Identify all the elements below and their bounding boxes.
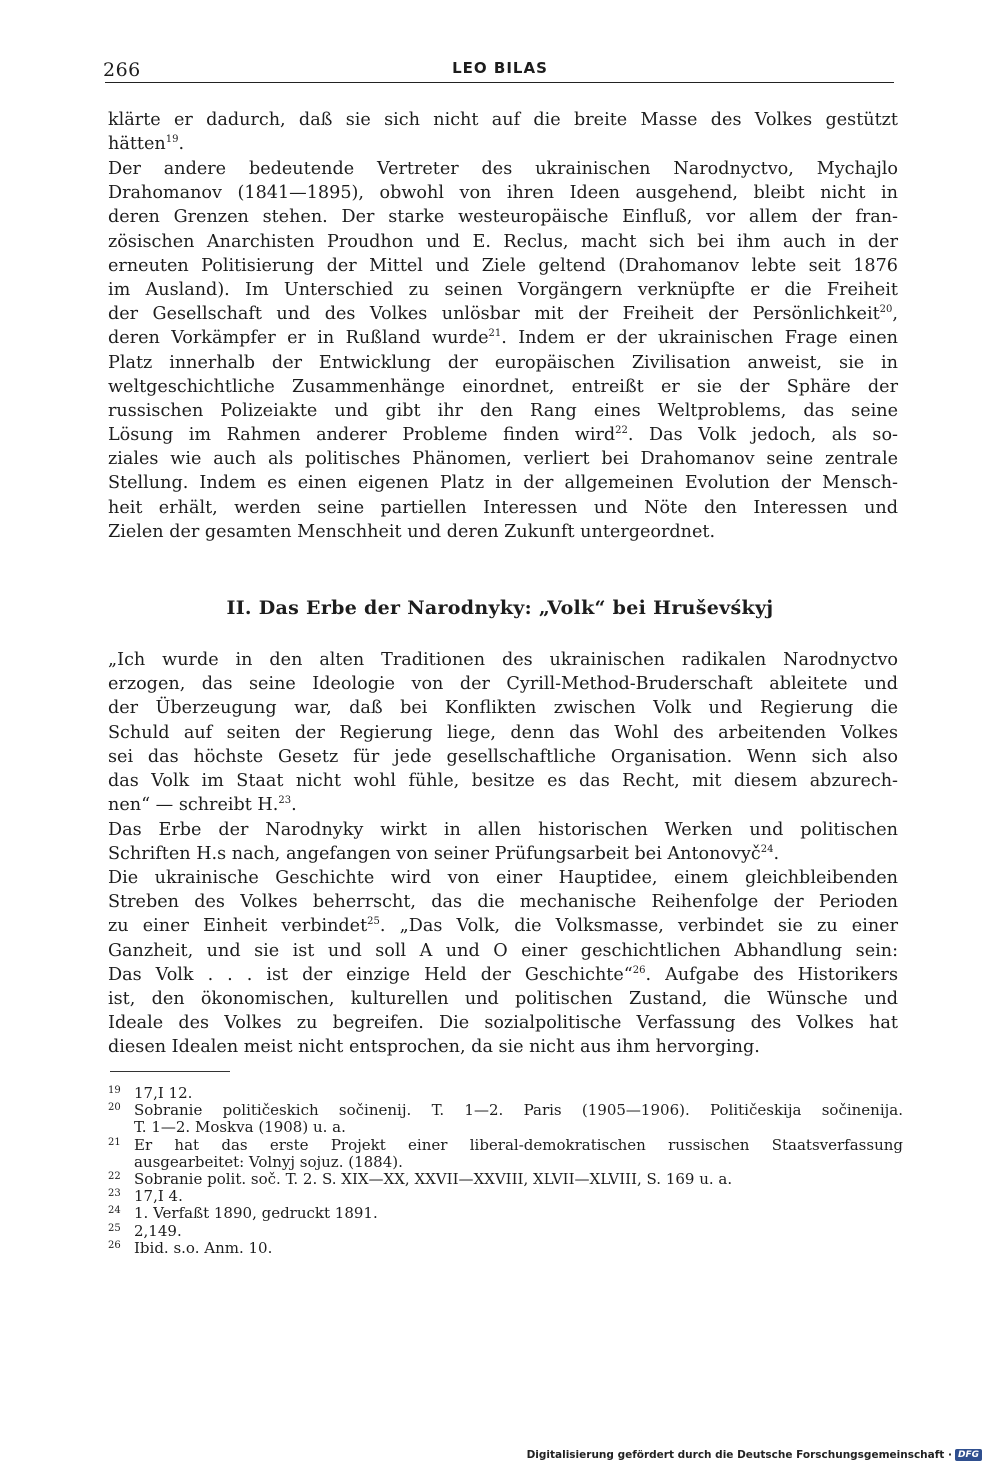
running-head: LEO BILAS xyxy=(452,59,548,77)
footnote-rule xyxy=(110,1071,230,1072)
footnote-21-cont: ausgearbeitet: Volnyj sojuz. (1884). xyxy=(134,1152,403,1171)
text-line: erzogen, das seine Ideologie von der Cyrill-Method-Bruderschaft ableitete und xyxy=(108,674,898,695)
text-line: Platz innerhalb der Entwicklung der europäischen Zivilisation anweist, sie in xyxy=(108,352,898,373)
footnote-23: 23 17,I 4. xyxy=(108,1187,183,1206)
footnote-22: 22 Sobranie polit. soč. T. 2. S. XIX—XX, XXVII—XXVIII, XLVII—XLVIII, S. 169 u. a. xyxy=(108,1170,733,1189)
text-line: diesen Idealen meist nicht entsprochen, da sie nicht aus ihm hervorging. xyxy=(108,1037,760,1058)
footnote-ref: 21 xyxy=(488,328,502,340)
text-line: Drahomanov (1841—1895), obwohl von ihren Ideen ausgehend, bleibt nicht in xyxy=(108,183,898,204)
footnote-ref: 24 xyxy=(760,844,774,856)
text-line: deren Grenzen stehen. Der starke westeuropäische Einfluß, vor allem der fran- xyxy=(108,207,898,228)
dfg-logo: DFG xyxy=(955,1449,982,1461)
digitization-credit xyxy=(527,1449,982,1461)
footnote-19: 19 17,I 12. xyxy=(108,1084,193,1102)
footnote-25: 25 2,149. xyxy=(108,1221,182,1240)
footnote-ref: 26 xyxy=(632,964,646,976)
section-heading: II. Das Erbe der Narodnyky: „Volk“ bei Hruševśkyj xyxy=(226,597,774,619)
text-line: weltgeschichtliche Zusammenhänge einordnet, entreißt er sie der Sphäre der xyxy=(108,376,898,397)
paragraph-legacy xyxy=(108,818,898,866)
footnote-20-cont: T. 1—2. Moskva (1908) u. a. xyxy=(134,1118,346,1137)
text-line: ist, den ökonomischen, kulturellen und politischen Zustand, die Wünsche und xyxy=(108,988,898,1009)
text-line: „Ich wurde in den alten Traditionen des ukrainischen radikalen Narodnyctvo xyxy=(108,650,898,670)
footnote-ref: 23 xyxy=(278,795,292,807)
footnote-26: 26 Ibid. s.o. Anm. 10. xyxy=(108,1238,273,1257)
footnote-ref: 22 xyxy=(615,425,628,437)
footnote-21: 21 Er hat das erste Projekt einer liberal-demokratischen russischen Staatsverfassung xyxy=(108,1135,903,1154)
text-line: der Überzeugung war, daß bei Konflikten zwischen Volk und Regierung die xyxy=(108,698,898,719)
text-line: Ganzheit, und sie ist und soll A und O einer geschichtlichen Abhandlung sein: xyxy=(108,940,898,961)
text-line: Der andere bedeutende Vertreter des ukrainischen Narodnyctvo, Mychajlo xyxy=(108,159,898,179)
text-line: sei das höchste Gesetz für jede gesellschaftliche Organisation. Wenn sich also xyxy=(108,746,898,767)
footnote-20: 20 Sobranie političeskich sočinenij. T. 1—2. Paris (1905—1906). Političeskija sočinenija. xyxy=(108,1101,903,1120)
paragraph-continuation xyxy=(108,108,898,156)
text-line: der Gesellschaft und des Volkes unlösbar mit der Freiheit der Persönlichkeit$^{20}$, xyxy=(108,304,898,325)
text-line: das Volk im Staat nicht wohl fühle, besitze es das Recht, mit diesem abzurech- xyxy=(108,770,898,791)
text-line: Lösung im Rahmen anderer Probleme finden wird$^{22}$. Das Volk jedoch, als so- xyxy=(108,425,898,446)
text-line: Schriften H.s nach, angefangen von seiner Prüfungsarbeit bei Antonovyč$^{24}$. xyxy=(108,844,780,865)
text-line: Schuld auf seiten der Regierung liege, denn das Wohl des arbeitenden Volkes xyxy=(108,722,898,743)
text-line: Zielen der gesamten Menschheit und deren Zukunft untergeordnet. xyxy=(108,521,716,542)
text-line: nen“ — schreibt H.$^{23}$. xyxy=(108,795,297,816)
text-line: Stellung. Indem es einen eigenen Platz in der allgemeinen Evolution der Mensch- xyxy=(108,473,898,494)
text-line: Streben des Volkes beherrscht, das die mechanische Reihenfolge der Perioden xyxy=(108,892,898,913)
footnotes xyxy=(108,1085,903,1257)
text-line: deren Vorkämpfer er in Rußland wurde$^{21}$. Indem er der ukrainischen Frage einen xyxy=(108,328,898,349)
text-line: zösischen Anarchisten Proudhon und E. Reclus, macht sich bei ihm auch in der xyxy=(108,231,898,252)
footnote-ref: 19 xyxy=(165,134,179,146)
paragraph-quote xyxy=(108,648,898,817)
page-number: 266 xyxy=(103,59,141,81)
text-line: klärte er dadurch, daß sie sich nicht auf die breite Masse des Volkes gestützt xyxy=(108,110,898,130)
paragraph-drahomanov xyxy=(108,157,898,544)
digitization-note: Digitalisierung gefördert durch die Deutsche Forschungsgemeinschaft · xyxy=(526,1449,952,1461)
text-line: heit erhält, werden seine partiellen Interessen und Nöte den Interessen und xyxy=(108,497,898,518)
footnote-24: 24 1. Verfaßt 1890, gedruckt 1891. xyxy=(108,1204,378,1223)
text-line: erneuten Politisierung der Mittel und Ziele geltend (Drahomanov lebte seit 1876 xyxy=(108,255,898,276)
text-line: russischen Polizeiakte und gibt ihr den Rang eines Weltproblems, das seine xyxy=(108,400,898,421)
text-line: hätten$^{19}$. xyxy=(108,134,185,155)
footnote-ref: 25 xyxy=(367,916,380,928)
text-line: Die ukrainische Geschichte wird von einer Hauptidee, einem gleichbleibenden xyxy=(108,868,898,888)
text-line: im Ausland). Im Unterschied zu seinen Vorgängern verknüpfte er die Freiheit xyxy=(108,279,898,300)
text-line: ziales wie auch als politisches Phänomen, verliert bei Drahomanov seine zentrale xyxy=(108,449,898,470)
text-line: Das Erbe der Narodnyky wirkt in allen historischen Werken und politischen xyxy=(108,820,898,840)
text-line: zu einer Einheit verbindet$^{25}$. „Das Volk, die Volksmasse, verbindet sie zu einer xyxy=(108,916,898,937)
text-line: Ideale des Volkes zu begreifen. Die sozialpolitische Verfassung des Volkes hat xyxy=(108,1013,898,1034)
paragraph-history xyxy=(108,866,898,1060)
text-line: Das Volk . . . ist der einzige Held der Geschichte“$^{26}$. Aufgabe des Historikers xyxy=(108,964,899,985)
footnote-ref: 20 xyxy=(879,304,893,316)
header-rule xyxy=(105,82,894,83)
